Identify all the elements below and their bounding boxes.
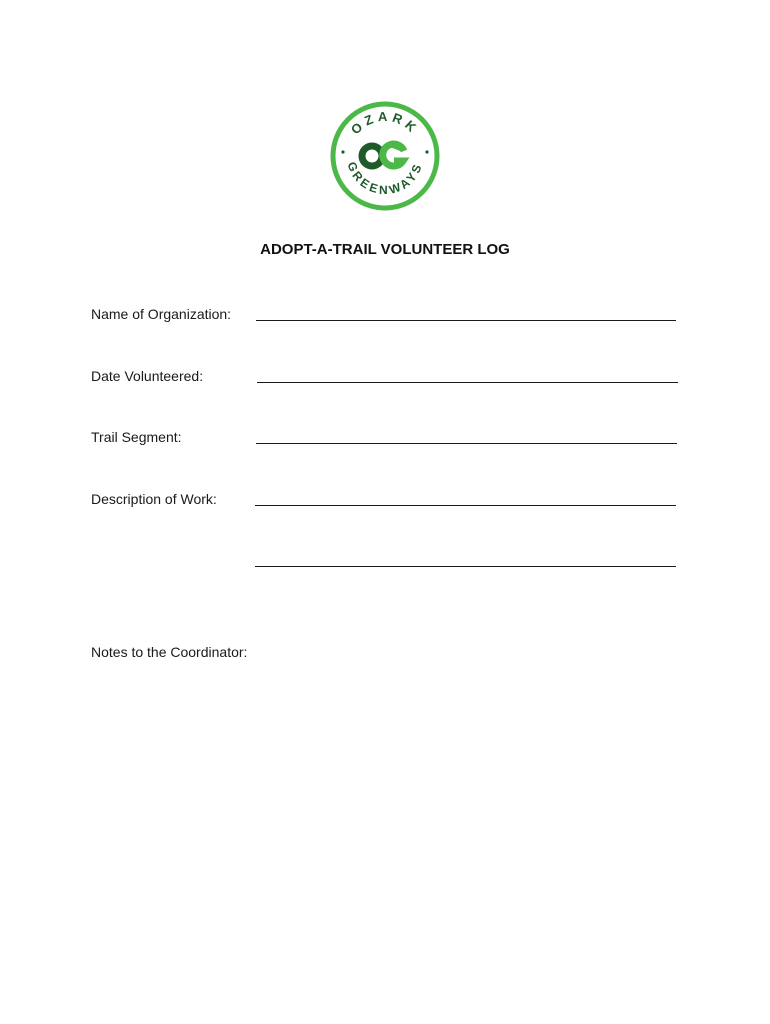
logo-top-text: OZARK (347, 108, 423, 138)
organization-line[interactable] (256, 320, 676, 321)
logo-dot-right (425, 150, 428, 153)
date-label: Date Volunteered: (91, 368, 204, 384)
date-line[interactable] (257, 382, 678, 383)
description-label: Description of Work: (91, 491, 217, 507)
page-title: ADOPT-A-TRAIL VOLUNTEER LOG (260, 241, 510, 258)
logo-bottom-text: GREENWAYS (344, 159, 426, 198)
description-line-2[interactable] (255, 566, 676, 567)
segment-label: Trail Segment: (91, 429, 182, 445)
logo-og-mark (362, 143, 404, 166)
logo-dot-left (341, 150, 344, 153)
notes-label: Notes to the Coordinator: (91, 644, 248, 660)
description-line-1[interactable] (255, 505, 676, 506)
segment-line[interactable] (256, 443, 677, 444)
organization-label: Name of Organization: (91, 306, 232, 322)
ozark-greenways-logo (328, 95, 442, 217)
